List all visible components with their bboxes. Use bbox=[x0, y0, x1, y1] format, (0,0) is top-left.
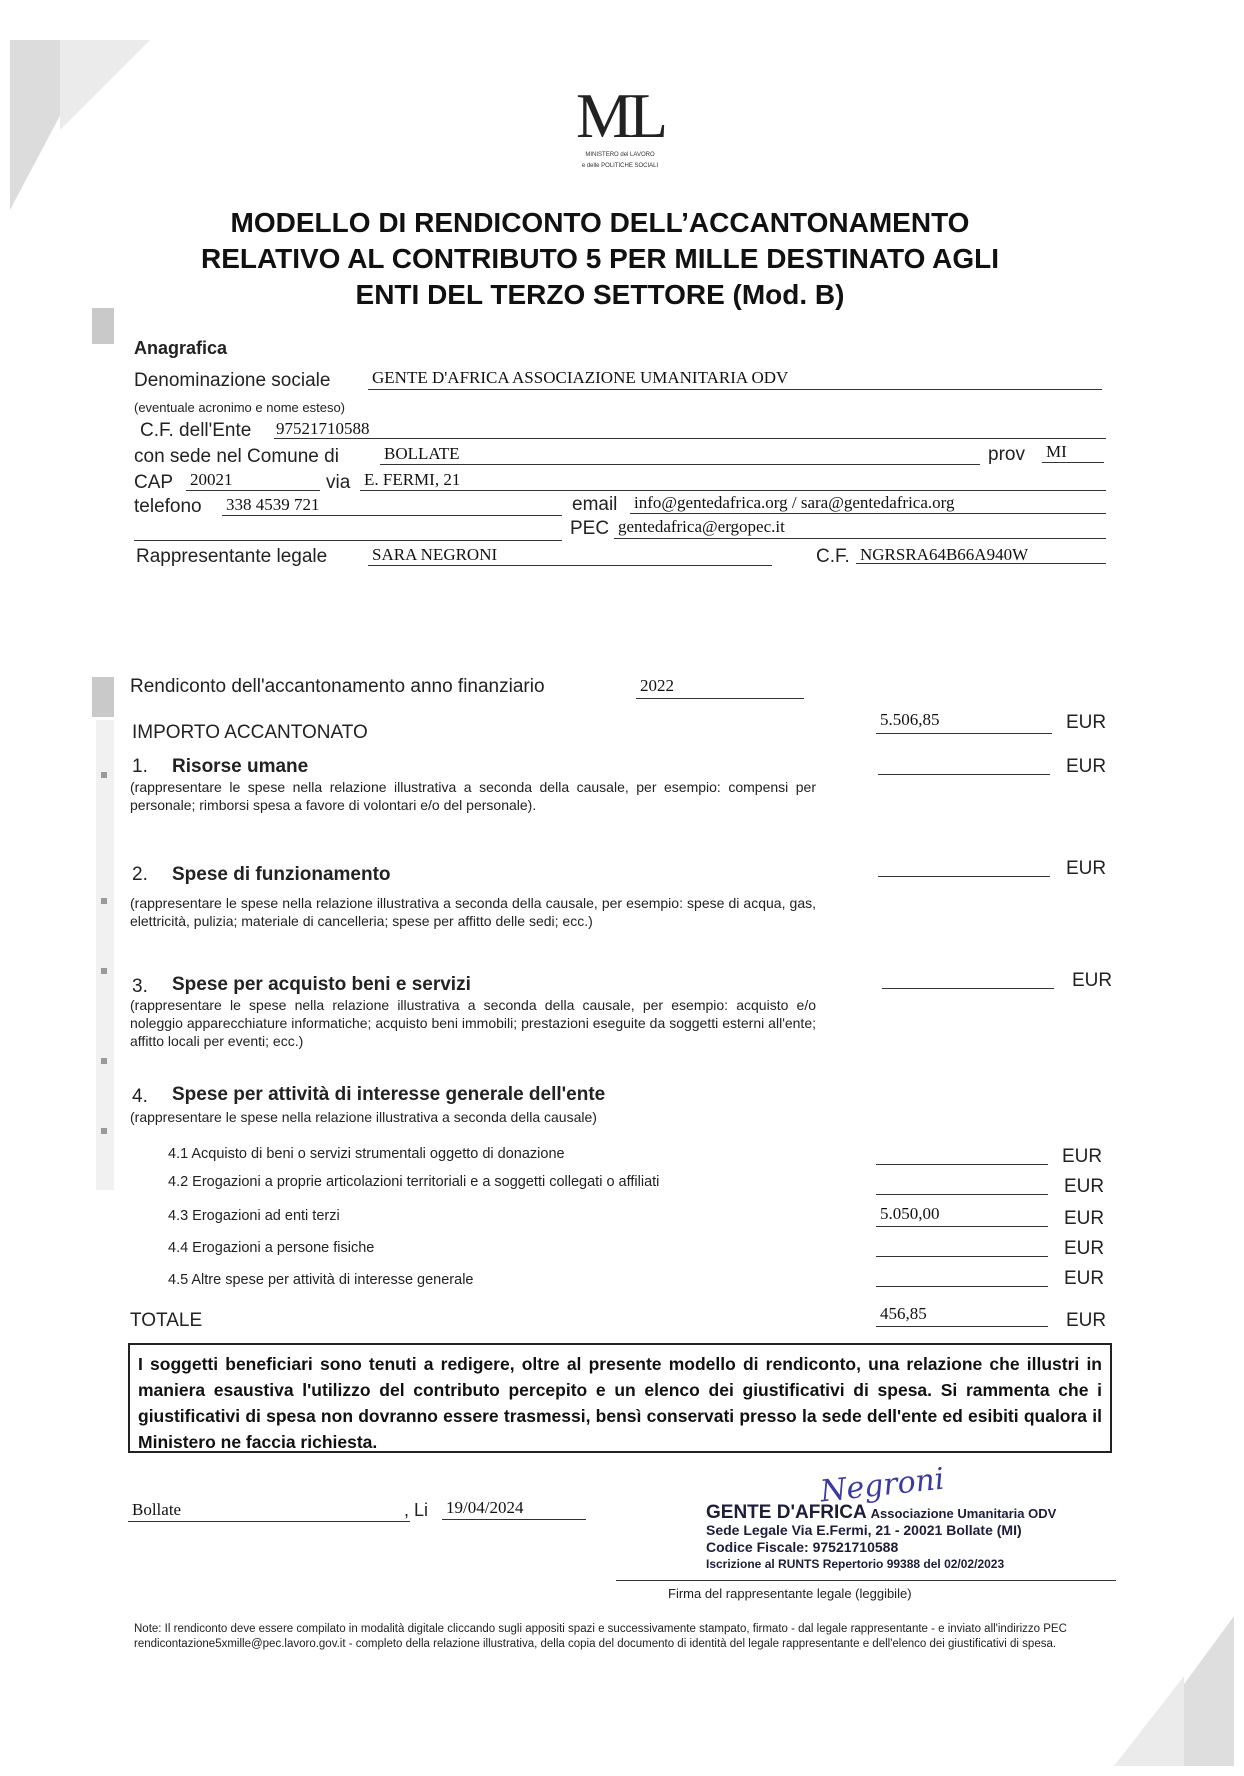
firma-underline bbox=[616, 1580, 1116, 1581]
pec-left-underline bbox=[134, 540, 562, 541]
anagrafica-heading: Anagrafica bbox=[134, 338, 228, 358]
via-underline bbox=[360, 490, 1106, 491]
subitem-4-2-amount-field[interactable] bbox=[876, 1194, 1048, 1195]
subitem-4-3-value[interactable]: 5.050,00 bbox=[880, 1204, 940, 1223]
logo-ministry-line1: MINISTERO del LAVORO bbox=[585, 152, 655, 158]
stamp-name: GENTE D'AFRICA bbox=[706, 1502, 867, 1523]
subitem-4-1-label: 4.1 Acquisto di beni o servizi strumentali oggetto di donazione bbox=[168, 1146, 565, 1162]
email-underline bbox=[630, 513, 1106, 514]
association-stamp bbox=[706, 1504, 1056, 1573]
corner-decoration-top-left bbox=[0, 0, 150, 210]
pec-label: PEC bbox=[570, 518, 610, 539]
subitem-4-2-label: 4.2 Erogazioni a proprie articolazioni territoriali e a soggetti collegati o affiliati bbox=[168, 1174, 660, 1190]
importo-underline bbox=[876, 733, 1052, 734]
cf-ente-value[interactable]: 97521710588 bbox=[276, 419, 370, 438]
item3-amount-field[interactable] bbox=[882, 988, 1054, 989]
margin-dot bbox=[101, 1058, 107, 1064]
subitem-4-4-amount-field[interactable] bbox=[876, 1256, 1048, 1257]
rappresentante-label: Rappresentante legale bbox=[136, 546, 328, 567]
anno-label: Rendiconto dell'accantonamento anno finanziario bbox=[130, 676, 545, 697]
rapp-cf-underline bbox=[856, 563, 1106, 564]
subitem-4-4-label: 4.4 Erogazioni a persone fisiche bbox=[168, 1240, 375, 1256]
item3-title: Spese per acquisto beni e servizi bbox=[172, 974, 471, 995]
subitem-4-5-label: 4.5 Altre spese per attività di interesse generale bbox=[168, 1272, 474, 1288]
item2-amount-field[interactable] bbox=[878, 876, 1050, 877]
denominazione-value[interactable]: GENTE D'AFRICA ASSOCIAZIONE UMANITARIA ODV bbox=[372, 368, 789, 387]
date-underline bbox=[442, 1519, 586, 1520]
subitem-4-1-amount-field[interactable] bbox=[876, 1164, 1048, 1165]
date-value[interactable]: 19/04/2024 bbox=[446, 1498, 524, 1517]
pec-underline bbox=[614, 538, 1106, 539]
footer-note: Note: Il rendiconto deve essere compilato in modalità digitale cliccando sugli appositi spazi e successivamente stampato, firmato - dal legale rappresentante - e inviato all'indirizzo PEC rendicontazione5xmille@pec.lavoro.gov.it - completo della relazione illustrativa, della copia del documento di identità del legale rappresentante e dell'elenco dei giustificativi di spesa. bbox=[134, 1623, 1067, 1650]
pec-value[interactable]: gentedafrica@ergopec.it bbox=[618, 517, 785, 536]
place-value[interactable]: Bollate bbox=[132, 1500, 182, 1519]
item4-number: 4. bbox=[132, 1086, 148, 1107]
importo-value[interactable]: 5.506,85 bbox=[880, 710, 940, 729]
comune-label: con sede nel Comune di bbox=[134, 446, 339, 467]
denominazione-underline bbox=[368, 389, 1102, 390]
cap-value[interactable]: 20021 bbox=[190, 470, 233, 489]
telefono-underline bbox=[222, 515, 562, 516]
cf-ente-label: C.F. dell'Ente bbox=[140, 420, 252, 441]
logo-ministry-line2: e delle POLITICHE SOCIALI bbox=[581, 163, 659, 169]
document-title bbox=[150, 205, 1050, 313]
item1-currency: EUR bbox=[1066, 756, 1107, 777]
anno-underline bbox=[636, 698, 804, 699]
firma-caption: Firma del rappresentante legale (leggibile) bbox=[668, 1586, 912, 1601]
anno-value[interactable]: 2022 bbox=[640, 676, 674, 695]
comune-value[interactable]: BOLLATE bbox=[384, 444, 460, 463]
item2-title: Spese di funzionamento bbox=[172, 864, 391, 885]
margin-dot bbox=[101, 968, 107, 974]
prov-value[interactable]: MI bbox=[1046, 442, 1067, 461]
totale-value[interactable]: 456,85 bbox=[880, 1304, 927, 1323]
title-line-1: MODELLO DI RENDICONTO DELL’ACCANTONAMENTO bbox=[230, 207, 970, 238]
telefono-value[interactable]: 338 4539 721 bbox=[226, 495, 320, 514]
margin-dot bbox=[101, 1128, 107, 1134]
margin-marker bbox=[92, 308, 114, 344]
rappresentante-underline bbox=[368, 565, 772, 566]
item1-description: (rappresentare le spese nella relazione illustrativa a seconda della causale, per esempio: compensi per personale; rimborsi spesa a favore di volontari e/o del personale). bbox=[130, 779, 816, 813]
notice-box: I soggetti beneficiari sono tenuti a redigere, oltre al presente modello di rendiconto, una relazione che illustri in maniera esaustiva l'utilizzo del contributo percepito e un elenco dei giustificativi di spesa. Si rammenta che i giustificativi di spesa non dovranno essere trasmessi, bensì conservati presso la sede dell'ente ed esibiti qualora il Ministero ne faccia richiesta. bbox=[128, 1343, 1112, 1453]
margin-band bbox=[96, 720, 114, 1190]
subitem-4-2-currency: EUR bbox=[1064, 1176, 1105, 1197]
item2-currency: EUR bbox=[1066, 858, 1107, 879]
subitem-4-4-currency: EUR bbox=[1064, 1238, 1105, 1259]
stamp-runts: Iscrizione al RUNTS Repertorio 99388 del 02/02/2023 bbox=[706, 1557, 1005, 1571]
email-label: email bbox=[572, 494, 618, 515]
item3-number: 3. bbox=[132, 976, 148, 997]
comune-underline bbox=[380, 464, 980, 465]
item3-description: (rappresentare le spese nella relazione illustrativa a seconda della causale, per esempio: acquisto e/o noleggio apparecchiature informatiche; acquisto beni immobili; prestazioni eseguite da soggetti esterni all'ente; affitto locali per eventi; ecc.) bbox=[130, 997, 816, 1049]
corner-decoration-bottom-right bbox=[1104, 1596, 1244, 1776]
subitem-4-5-currency: EUR bbox=[1064, 1268, 1105, 1289]
title-line-2: RELATIVO AL CONTRIBUTO 5 PER MILLE DESTINATO AGLI bbox=[200, 243, 1000, 274]
subitem-4-1-currency: EUR bbox=[1062, 1146, 1103, 1167]
cf-ente-underline bbox=[274, 438, 1106, 439]
item2-description: (rappresentare le spese nella relazione illustrativa a seconda della causale, per esempio: spese di acqua, gas, elettricità, pulizia; materiale di cancelleria; spese per affitto delle sedi; ecc.) bbox=[130, 895, 816, 929]
rapp-cf-label: C.F. bbox=[816, 546, 850, 567]
subitem-4-3-currency: EUR bbox=[1064, 1208, 1105, 1229]
prov-label: prov bbox=[988, 444, 1025, 465]
item2-number: 2. bbox=[132, 864, 148, 885]
item1-number: 1. bbox=[132, 756, 148, 777]
importo-label: IMPORTO ACCANTONATO bbox=[132, 722, 368, 743]
item3-currency: EUR bbox=[1072, 970, 1113, 991]
subitem-4-3-underline bbox=[876, 1226, 1048, 1227]
cap-label: CAP bbox=[134, 472, 174, 493]
handwritten-signature: Negroni bbox=[818, 1461, 947, 1510]
item4-description: (rappresentare le spese nella relazione illustrativa a seconda della causale) bbox=[130, 1109, 597, 1125]
margin-dot bbox=[101, 772, 107, 778]
subitem-4-5-amount-field[interactable] bbox=[876, 1286, 1048, 1287]
telefono-label: telefono bbox=[134, 496, 202, 517]
via-value[interactable]: E. FERMI, 21 bbox=[364, 470, 461, 489]
denominazione-label: Denominazione sociale bbox=[134, 370, 331, 391]
cap-underline bbox=[186, 490, 320, 491]
acronimo-note: (eventuale acronimo e nome esteso) bbox=[134, 400, 346, 415]
li-label: , Li bbox=[404, 1500, 429, 1520]
email-value[interactable]: info@gentedafrica.org / sara@gentedafrica.org bbox=[634, 493, 955, 512]
stamp-codice-fiscale: Codice Fiscale: 97521710588 bbox=[706, 1539, 899, 1555]
totale-underline bbox=[876, 1326, 1048, 1327]
importo-currency: EUR bbox=[1066, 712, 1107, 733]
logo-monogram: ML bbox=[576, 80, 664, 151]
via-label: via bbox=[326, 472, 351, 493]
item1-title: Risorse umane bbox=[172, 756, 309, 777]
rappresentante-value[interactable]: SARA NEGRONI bbox=[372, 545, 498, 564]
margin-dot bbox=[101, 898, 107, 904]
item4-title: Spese per attività di interesse generale dell'ente bbox=[172, 1084, 606, 1105]
prov-underline bbox=[1042, 462, 1104, 463]
item1-amount-field[interactable] bbox=[878, 774, 1050, 775]
place-underline bbox=[128, 1521, 410, 1522]
ministry-logo bbox=[560, 80, 680, 170]
title-line-3: ENTI DEL TERZO SETTORE (Mod. B) bbox=[355, 279, 845, 310]
stamp-type: Associazione Umanitaria ODV bbox=[870, 1506, 1057, 1521]
rapp-cf-value[interactable]: NGRSRA64B66A940W bbox=[860, 545, 1029, 564]
margin-marker bbox=[92, 677, 114, 717]
subitem-4-3-label: 4.3 Erogazioni ad enti terzi bbox=[168, 1208, 340, 1224]
stamp-address: Sede Legale Via E.Fermi, 21 - 20021 Bollate (MI) bbox=[706, 1522, 1022, 1538]
totale-currency: EUR bbox=[1066, 1310, 1107, 1331]
totale-label: TOTALE bbox=[130, 1310, 203, 1331]
